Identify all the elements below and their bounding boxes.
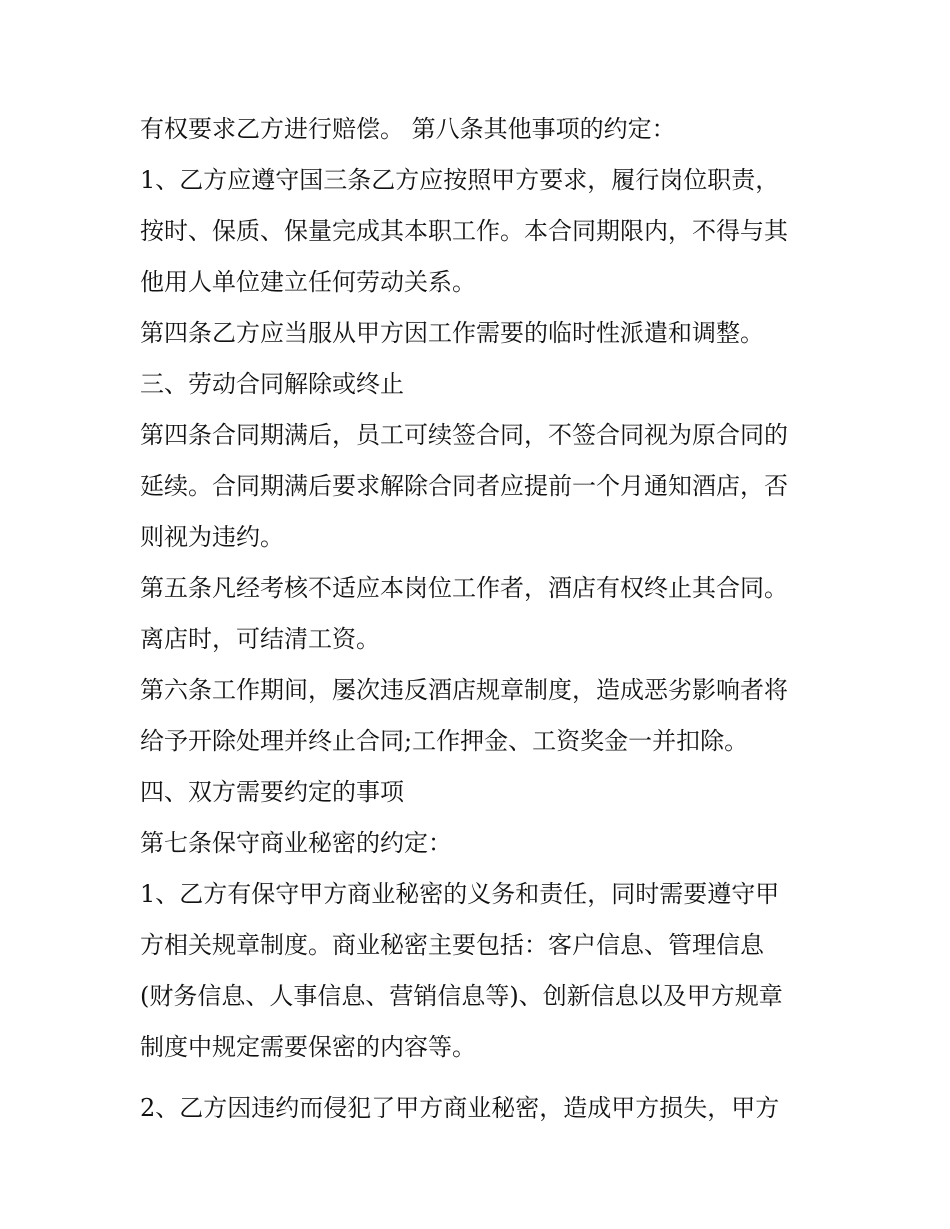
section-heading: 三、劳动合同解除或终止 bbox=[140, 370, 404, 398]
text-line: 第七条保守商业秘密的约定： bbox=[140, 829, 452, 857]
text-line: 离店时，可结清工资。 bbox=[140, 625, 380, 653]
document-body bbox=[140, 104, 820, 1134]
text-line: 有权要求乙方进行赔偿。 第八条其他事项的约定： bbox=[140, 115, 676, 143]
text-line: 2、乙方因违约而侵犯了甲方商业秘密，造成甲方损失，甲方 bbox=[140, 1094, 780, 1122]
text-line: 按时、保质、保量完成其本职工作。本合同期限内，不得与其 bbox=[140, 217, 788, 245]
text-line: 第四条合同期满后，员工可续签合同，不签合同视为原合同的 bbox=[140, 421, 788, 449]
text-line: (财务信息、人事信息、营销信息等)、创新信息以及甲方规章 bbox=[140, 982, 783, 1010]
text-line: 1、乙方有保守甲方商业秘密的义务和责任，同时需要遵守甲 bbox=[140, 880, 780, 908]
text-line: 他用人单位建立任何劳动关系。 bbox=[140, 268, 476, 296]
text-line: 第五条凡经考核不适应本岗位工作者，酒店有权终止其合同。 bbox=[140, 574, 788, 602]
text-line: 1、乙方应遵守国三条乙方应按照甲方要求，履行岗位职责， bbox=[140, 166, 780, 194]
text-line: 延续。合同期满后要求解除合同者应提前一个月通知酒店，否 bbox=[140, 472, 788, 500]
section-heading: 四、双方需要约定的事项 bbox=[140, 778, 404, 806]
text-line: 方相关规章制度。商业秘密主要包括：客户信息、管理信息 bbox=[140, 931, 764, 959]
text-line: 制度中规定需要保密的内容等。 bbox=[140, 1033, 476, 1061]
text-line: 给予开除处理并终止合同;工作押金、工资奖金一并扣除。 bbox=[140, 727, 749, 755]
text-line: 则视为违约。 bbox=[140, 523, 284, 551]
text-line: 第四条乙方应当服从甲方因工作需要的临时性派遣和调整。 bbox=[140, 319, 764, 347]
text-line: 第六条工作期间，屡次违反酒店规章制度，造成恶劣影响者将 bbox=[140, 676, 788, 704]
